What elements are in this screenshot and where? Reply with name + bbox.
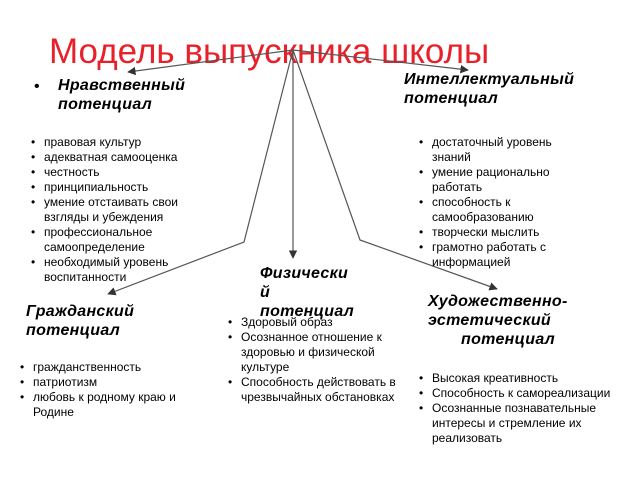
list-item: • Здоровый образ — [228, 315, 396, 330]
list-item: • творчески мыслить — [419, 225, 579, 240]
list-item: • достаточный уровень знаний — [419, 135, 579, 165]
intellectual-heading-line1: Интеллектуальный — [404, 71, 575, 88]
intellectual-heading — [404, 70, 574, 108]
moral-heading — [58, 76, 185, 114]
intellectual-list — [419, 135, 579, 270]
list-item: • гражданственность — [20, 360, 200, 375]
civic-heading — [26, 302, 134, 340]
physical-heading-line1: Физически — [260, 265, 349, 282]
line-to-moral — [128, 50, 293, 72]
artistic-heading-line2: эстетический — [428, 312, 552, 329]
list-item: • любовь к родному краю и Родине — [20, 390, 200, 420]
list-item: • принципиальность — [31, 180, 211, 195]
list-item: • Осознанное отношение к здоровью и физической культуре — [228, 330, 396, 375]
list-item: • Высокая креативность — [419, 371, 617, 386]
moral-list — [31, 135, 211, 285]
artistic-heading-line1: Художественно- — [428, 293, 568, 310]
list-item: • правовая культур — [31, 135, 211, 150]
list-item: • Способность действовать в чрезвычайных обстановках — [228, 375, 396, 405]
list-item: • грамотно работать с информацией — [419, 240, 579, 270]
list-item: • честность — [31, 165, 211, 180]
civic-heading-line2: потенциал — [26, 322, 120, 339]
list-item: • патриотизм — [20, 375, 200, 390]
moral-heading-line2: потенциал — [58, 96, 152, 113]
list-item: • необходимый уровень воспитанности — [31, 255, 211, 285]
list-item: • умение рационально работать — [419, 165, 579, 195]
physical-list — [228, 315, 396, 405]
physical-heading-line2: й — [260, 284, 271, 301]
list-item: • профессиональное самоопределение — [31, 225, 211, 255]
artistic-heading — [428, 292, 568, 349]
civic-list — [20, 360, 200, 420]
civic-heading-line1: Гражданский — [26, 303, 135, 320]
bullet-icon: • — [34, 78, 40, 95]
list-item: • адекватная самооценка — [31, 150, 211, 165]
list-item: • способность к самообразованию — [419, 195, 579, 225]
line-to-intellectual — [293, 50, 468, 70]
list-item: • Способность к самореализации — [419, 386, 617, 401]
intellectual-heading-line2: потенциал — [404, 90, 498, 107]
artistic-heading-line3: потенциал — [461, 331, 555, 348]
artistic-list — [419, 371, 617, 446]
moral-heading-line1: Нравственный — [58, 77, 186, 94]
physical-heading-line3: потенциал — [260, 303, 354, 320]
list-item: • умение отстаивать свои взгляды и убеждения — [31, 195, 211, 225]
list-item: • Осознанные познавательные интересы и стремление их реализовать — [419, 401, 617, 446]
physical-heading — [260, 264, 354, 321]
page-title: Модель выпускника школы — [49, 32, 490, 71]
